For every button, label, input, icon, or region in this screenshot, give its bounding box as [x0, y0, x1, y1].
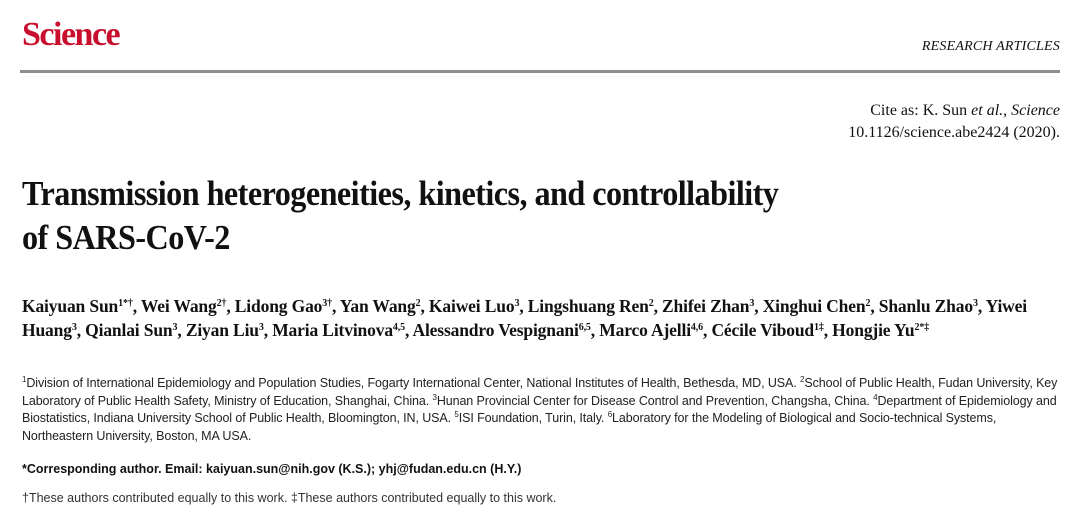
- equal-contribution-note: †These authors contributed equally to this work. ‡These authors contributed equally to this work.: [22, 491, 557, 505]
- author-affiliation-marker: 3†: [322, 298, 332, 309]
- author-affiliation-marker: 2: [865, 298, 871, 309]
- author: [879, 296, 978, 316]
- author-affiliation-marker: 2: [648, 298, 654, 309]
- author-name: Marco Ajelli: [599, 320, 691, 340]
- author-affiliation-marker: 3: [71, 322, 77, 333]
- author-affiliation-marker: 6,5: [578, 322, 591, 333]
- citation-sep: ,: [1003, 102, 1012, 119]
- title-line-2: of SARS-CoV-2: [22, 218, 230, 257]
- author: [85, 320, 177, 340]
- affiliation-text: Department of Epidemiology and Biostatistics, Indiana University School of Public Health, Bloomington, IN, USA.: [22, 393, 1057, 425]
- author-affiliation-marker: 3: [972, 298, 978, 309]
- author-name: Kaiyuan Sun: [22, 296, 119, 316]
- author-name: Lingshuang Ren: [527, 296, 649, 316]
- author: [528, 296, 654, 316]
- citation-et-al: et al.: [971, 102, 1004, 119]
- author-name: Ziyan Liu: [185, 320, 259, 340]
- author-name: Maria Litvinova: [272, 320, 393, 340]
- author: [599, 320, 703, 340]
- author-name: Wei Wang: [140, 296, 217, 316]
- author-list: Kaiyuan Sun$^{1*\dagger}$, Wei Wang$^{2\dagger}$, Lidong Gao$^{3\dagger}$, Yan Wang$^2$, Kaiwei Luo$^3$, Lingshuang Ren$^2$, Zhifei Zhan$^3$, Xinghui Chen$^2$, Shanlu Zhao$^3$, Yiwei Huang$^3$, Qianlai Sun$^3$, Ziyan Liu$^3$, Maria Litvinova$^{4,5}$, Alessandro Vespignani$^{6,5}$, Marco Ajelli$^{4,6}$, Cécile Viboud$^{1\ddagger}$, Hongjie $Yu^{2*\ddagger}$: [22, 296, 1027, 340]
- affiliation-text: Laboratory for the Modeling of Biological and Socio-technical Systems, Northeastern University, Boston, MA USA.: [22, 411, 997, 443]
- affiliations: [22, 375, 1062, 445]
- author-affiliation-marker: 4,5: [392, 322, 405, 333]
- author-affiliation-marker: 2†: [216, 298, 227, 309]
- author-name: Yan Wang: [339, 296, 416, 316]
- author: [412, 320, 590, 340]
- author: [141, 296, 227, 316]
- article-title: [22, 172, 979, 260]
- author-name: Shanlu Zhao: [878, 296, 973, 316]
- author: [662, 296, 754, 316]
- corresponding-author: *Corresponding author. Email: kaiyuan.sun@nih.gov (K.S.); yhj@fudan.edu.cn (H.Y.): [22, 462, 522, 476]
- journal-logo[interactable]: Science: [22, 16, 120, 53]
- affiliation-number: 1: [22, 375, 27, 384]
- author-affiliation-marker: 3: [258, 322, 264, 333]
- author-affiliation-marker: 3: [749, 298, 755, 309]
- author-affiliation-marker: 1*†: [118, 298, 133, 309]
- author-name: Yiwei Huang: [22, 296, 1027, 340]
- header-divider: [20, 70, 1060, 73]
- author-name: Qianlai Sun: [85, 320, 173, 340]
- author: [832, 320, 929, 340]
- author: [22, 296, 133, 316]
- affiliation-number: 4: [873, 392, 878, 402]
- citation-doi[interactable]: 10.1126/science.abe2424 (2020).: [848, 124, 1060, 141]
- citation: [848, 100, 1060, 144]
- author: [711, 320, 823, 340]
- author-affiliation-marker: 3: [172, 322, 178, 333]
- author-name: Kaiwei Luo: [428, 296, 515, 316]
- author-name: Cécile Viboud: [711, 320, 815, 340]
- author: [235, 296, 332, 316]
- affiliation-number: 3: [432, 392, 437, 402]
- author-affiliation-marker: 3: [514, 298, 520, 309]
- author-affiliation-marker: 2*‡: [914, 322, 930, 333]
- author-name: Xinghui Chen: [762, 296, 866, 316]
- affiliation-text: ISI Foundation, Turin, Italy.: [458, 411, 605, 425]
- section-label: RESEARCH ARTICLES: [921, 39, 1060, 54]
- title-line-1: Transmission heterogeneities, kinetics, and controllability: [22, 174, 779, 213]
- affiliation-number: 2: [800, 375, 805, 384]
- author-affiliation-marker: 2: [415, 298, 421, 309]
- citation-prefix: Cite as: K. Sun: [870, 102, 972, 119]
- citation-line-1: [848, 100, 1060, 122]
- author-name: Zhifei Zhan: [662, 296, 750, 316]
- author: [186, 320, 264, 340]
- affiliation: [454, 411, 604, 425]
- author-name: Hongjie Yu: [832, 320, 915, 340]
- affiliation: [22, 376, 797, 390]
- author-name: Alessandro Vespignani: [412, 320, 579, 340]
- citation-journal: Science: [1011, 102, 1060, 119]
- affiliation-text: Division of International Epidemiology and Population Studies, Fogarty International Center, National Institutes of Health, Bethesda, MD, USA.: [26, 376, 797, 390]
- author-name: Lidong Gao: [234, 296, 323, 316]
- author: [272, 320, 405, 340]
- author: [429, 296, 519, 316]
- affiliation-number: 6: [607, 410, 613, 419]
- affiliation: [432, 394, 869, 408]
- affiliation-text: Hunan Provincial Center for Disease Control and Prevention, Changsha, China.: [436, 393, 870, 408]
- author-affiliation-marker: 1‡: [814, 322, 824, 333]
- affiliation-text: School of Public Health, Fudan University, Key Laboratory of Public Health Safety, Ministry of Education, Shanghai, China.: [22, 376, 1058, 408]
- author: [340, 296, 421, 316]
- affiliation-number: 5: [454, 410, 459, 419]
- author-affiliation-marker: 4,6: [690, 322, 703, 333]
- author: [763, 296, 871, 316]
